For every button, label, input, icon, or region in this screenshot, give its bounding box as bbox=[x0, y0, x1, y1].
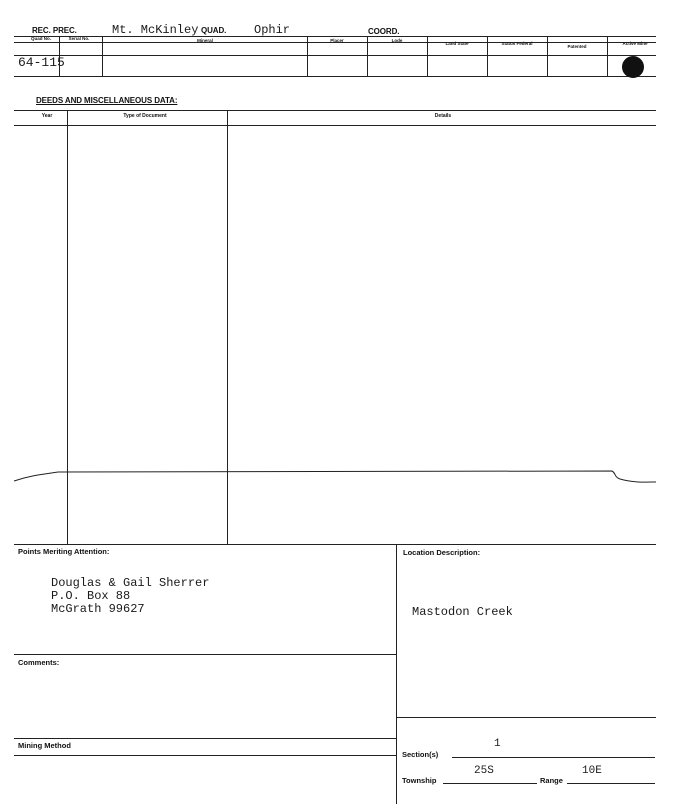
page-join-line bbox=[0, 465, 678, 495]
mining-bottom-rule bbox=[14, 755, 396, 756]
section-underline bbox=[452, 757, 655, 758]
points-line-2: P.O. Box 88 bbox=[51, 589, 131, 603]
col-status-federal: Status Federal bbox=[501, 41, 533, 46]
range-label: Range bbox=[540, 776, 563, 785]
deeds-col-year: Year bbox=[41, 113, 53, 119]
area-value: Ophir bbox=[254, 23, 291, 37]
header-record-rule bbox=[14, 55, 656, 56]
record-quad-no: 64-115 bbox=[18, 55, 65, 70]
header-top-rule bbox=[14, 36, 656, 37]
section-label: Section(s) bbox=[402, 750, 439, 759]
comments-top-rule bbox=[14, 654, 396, 655]
col-sep-status bbox=[487, 36, 488, 76]
col-serial-no: Serial No. bbox=[68, 36, 90, 41]
deeds-col-details: Details bbox=[434, 113, 452, 119]
mining-label: Mining Method bbox=[18, 741, 71, 750]
col-sep-lode bbox=[367, 36, 368, 76]
plss-top-rule bbox=[396, 717, 656, 718]
rec-prec-label: REC. PREC. bbox=[32, 26, 77, 35]
location-value: Mastodon Creek bbox=[412, 605, 513, 619]
col-quad-no: Quad No. bbox=[31, 36, 51, 41]
mining-top-rule bbox=[14, 738, 396, 739]
deeds-bottom-rule bbox=[14, 544, 656, 545]
location-label: Location Description: bbox=[403, 548, 481, 557]
col-active-mine: Active Mine bbox=[622, 41, 648, 46]
section-value: 1 bbox=[494, 738, 501, 750]
col-sep-active bbox=[607, 36, 608, 76]
points-line-3: McGrath 99627 bbox=[51, 602, 145, 616]
col-land-state: Land State bbox=[445, 41, 469, 46]
points-line-1: Douglas & Gail Sherrer bbox=[51, 576, 210, 590]
quad-value: Mt. McKinley bbox=[112, 23, 199, 37]
range-value: 10E bbox=[582, 765, 602, 777]
col-sep-placer bbox=[307, 36, 308, 76]
header-bottom-rule bbox=[14, 76, 656, 77]
col-patented: Patented bbox=[567, 44, 587, 49]
range-underline bbox=[567, 783, 655, 784]
col-lode: Lode bbox=[391, 38, 403, 43]
township-value: 25S bbox=[474, 765, 494, 777]
col-placer: Placer bbox=[330, 38, 344, 43]
col-mineral: Mineral bbox=[197, 38, 213, 43]
township-label: Township bbox=[402, 776, 437, 785]
township-underline bbox=[443, 783, 537, 784]
coord-label: COORD. bbox=[368, 27, 400, 36]
deeds-section-title: DEEDS AND MISCELLANEOUS DATA: bbox=[36, 96, 178, 105]
quad-label: QUAD. bbox=[201, 26, 227, 35]
bottom-center-divider bbox=[396, 544, 397, 804]
col-sep-patented bbox=[547, 36, 548, 76]
deeds-table-header-rule bbox=[14, 125, 656, 126]
deeds-table-top-rule bbox=[14, 110, 656, 111]
active-mine-dot bbox=[622, 56, 644, 78]
comments-label: Comments: bbox=[18, 658, 60, 667]
deeds-col-type: Type of Document bbox=[123, 113, 167, 119]
col-sep-land bbox=[427, 36, 428, 76]
points-label: Points Meriting Attention: bbox=[18, 547, 110, 556]
col-sep-mineral bbox=[102, 36, 103, 76]
